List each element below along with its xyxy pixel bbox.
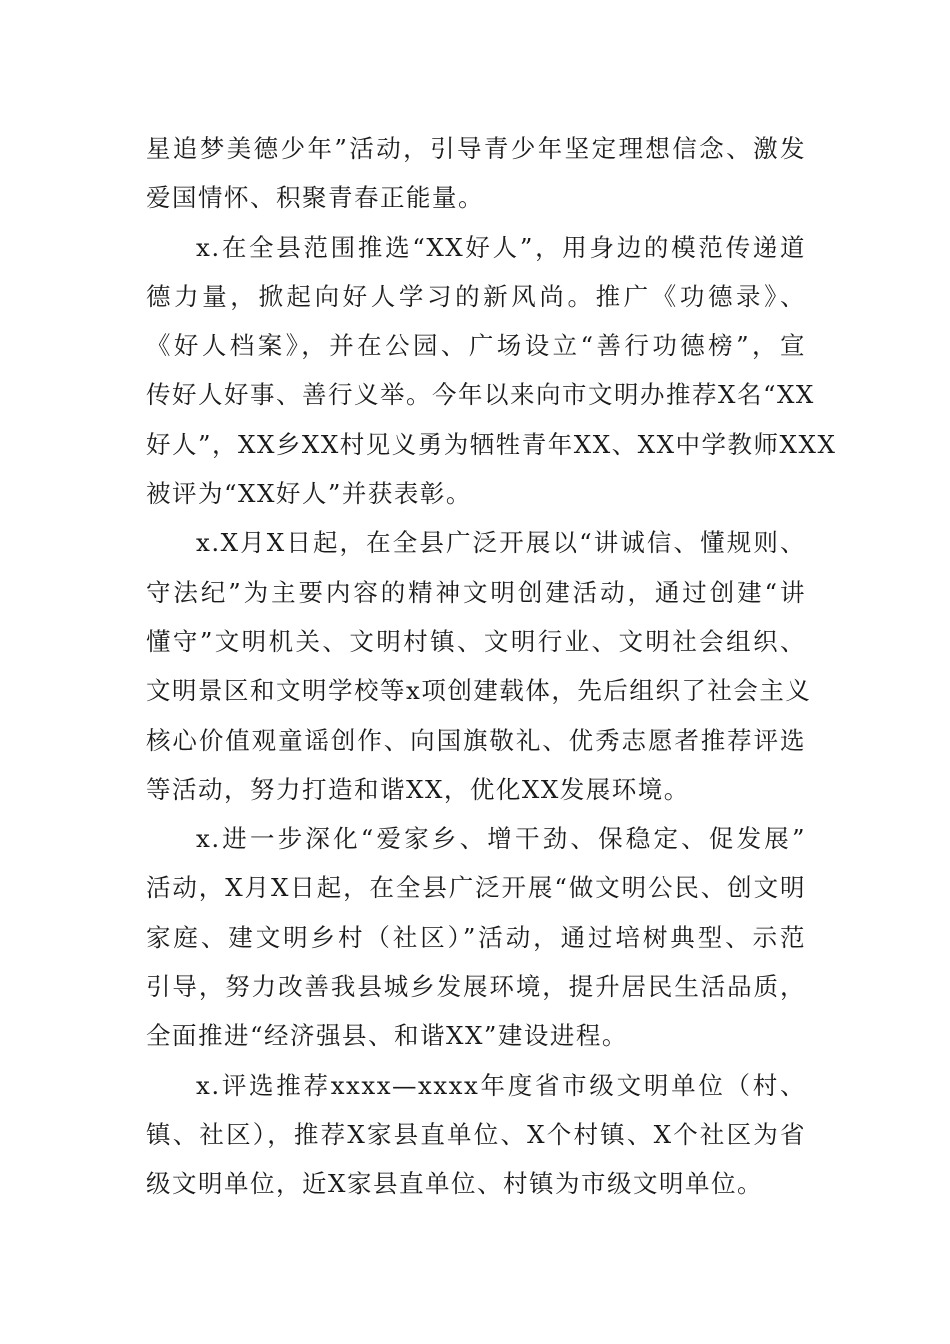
text-line: 活动，X月X日起，在全县广泛开展“做文明公民、创文明: [146, 873, 806, 903]
paragraph-2: [146, 223, 837, 519]
text-line: x.在全县范围推选“XX好人”，用身边的模范传递道: [196, 232, 806, 262]
text-line: 家庭、建文明乡村（社区）”活动，通过培树典型、示范: [146, 922, 806, 952]
text-line: x.X月X日起，在全县广泛开展以“讲诚信、懂规则、: [196, 528, 806, 558]
text-line: x.评选推荐xxxx—xxxx年度省市级文明单位（村、: [196, 1070, 806, 1100]
text-line: 镇、社区），推荐X家县直单位、X个村镇、X个社区为省: [146, 1119, 806, 1149]
text-line: 守法纪”为主要内容的精神文明创建活动，通过创建“讲: [146, 577, 806, 607]
paragraph-3: [146, 518, 812, 814]
body-text: [146, 124, 837, 1209]
text-line: 星追梦美德少年”活动，引导青少年坚定理想信念、激发: [146, 134, 806, 163]
paragraph-1: [146, 124, 806, 223]
text-line: 引导，努力改善我县城乡发展环境，提升居民生活品质，: [146, 972, 806, 1002]
text-line: 全面推进“经济强县、和谐XX”建设进程。: [146, 1021, 628, 1051]
text-line: 传好人好事、善行义举。今年以来向市文明办推荐X名“XX: [146, 380, 815, 410]
paragraph-5: [146, 1061, 806, 1209]
text-line: 级文明单位，近X家县直单位、村镇为市级文明单位。: [146, 1169, 763, 1199]
text-line: 德力量，掀起向好人学习的新风尚。推广《功德录》、: [146, 281, 806, 311]
text-line: 《好人档案》，并在公园、广场设立“善行功德榜”，宣: [146, 331, 806, 361]
text-line: 懂守”文明机关、文明村镇、文明行业、文明社会组织、: [146, 626, 806, 656]
text-line: 被评为“XX好人”并获表彰。: [146, 479, 472, 509]
text-line: 文明景区和文明学校等x项创建载体，先后组织了社会主义: [146, 676, 812, 706]
text-line: 好人”，XX乡XX村见义勇为牺牲青年XX、XX中学教师XXX: [146, 429, 837, 459]
text-line: 爱国情怀、积聚青春正能量。: [146, 183, 484, 213]
text-line: x.进一步深化“爱家乡、增干劲、保稳定、促发展”: [196, 824, 806, 854]
text-line: 等活动，努力打造和谐XX，优化XX发展环境。: [146, 774, 690, 804]
text-line: 核心价值观童谣创作、向国旗敬礼、优秀志愿者推荐评选: [146, 725, 806, 755]
paragraph-4: [146, 814, 806, 1060]
